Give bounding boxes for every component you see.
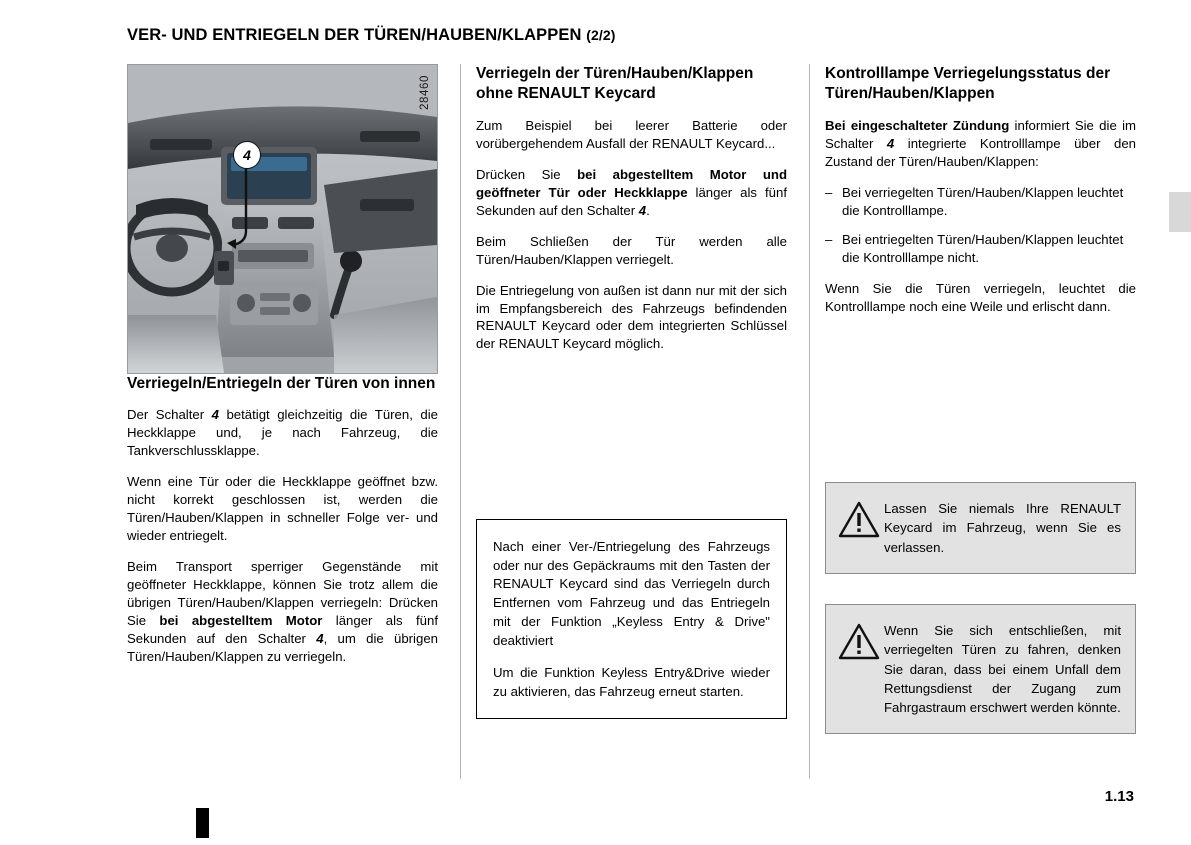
paragraph-c3-intro: Bei eingeschalteter Zündung informiert Sie die im Schalter 4 integrierte Kontrolllampe über den Zustand der Türen/Hauben/Klappen: bbox=[825, 117, 1137, 169]
note-box-paragraph-1: Nach einer Ver-/Entriegelung des Fahrzeugs oder nur des Gepäckraums mit den Tasten der RENAULT Keycard sind das Verriegeln durch Entfernen vom Fahrzeug und das Entriegeln mit der Funktion „Keyless Entry & Drive" deaktiviert bbox=[493, 539, 770, 648]
column-left-heading: Verriegeln/Entriegeln der Türen von innen bbox=[127, 375, 436, 392]
paragraph-c1-2: Wenn eine Tür oder die Heckklappe geöffnet bzw. nicht korrekt geschlossen ist, werden die Türen/Hauben/Klappen in schneller Folge ver- und wieder entriegelt. bbox=[127, 474, 438, 544]
page-title bbox=[127, 26, 616, 45]
paragraph-c3-outro: Wenn Sie die Türen verriegeln, leuchtet die Kontrolllampe noch eine Weile und erlischt dann. bbox=[825, 280, 1136, 314]
paragraph-c2-3: Beim Schließen der Tür werden alle Türen/Hauben/Klappen verriegelt. bbox=[476, 233, 787, 267]
callout-marker-4: 4 bbox=[233, 141, 261, 169]
list-item-label: Bei verriegelten Türen/Hauben/Klappen leuchtet die Kontrolllampe. bbox=[842, 184, 1124, 218]
paragraph-c2-1: Zum Beispiel bei leerer Batterie oder vorübergehendem Ausfall der RENAULT Keycard... bbox=[476, 117, 787, 151]
column-middle bbox=[476, 64, 787, 353]
paragraph-c2-2: Drücken Sie bei abgestelltem Motor und geöffneter Tür oder Heckklappe länger als fünf Sekunden auf den Schalter 4. bbox=[476, 166, 788, 218]
warning-triangle-icon bbox=[838, 499, 884, 557]
page-title-text: VER- UND ENTRIEGELN DER TÜREN/HAUBEN/KLAPPEN bbox=[127, 26, 582, 44]
warning-text-2: Wenn Sie sich entschließen, mit verriegelten Türen zu fahren, denken Sie daran, dass bei einem Unfall dem Rettungsdienst der Zugang zum Fahrgastraum erschwert werden könnte. bbox=[884, 623, 1121, 716]
note-box-paragraph-2: Um die Funktion Keyless Entry&Drive wieder zu aktivieren, das Fahrzeug erneut starten. bbox=[493, 665, 770, 700]
column-left bbox=[127, 64, 438, 666]
indicator-bullet-list bbox=[825, 184, 1136, 267]
page-title-suffix: (2/2) bbox=[586, 27, 616, 43]
section-edge-tab bbox=[1169, 192, 1191, 232]
dashboard-figure bbox=[127, 64, 438, 374]
bullet-dash: – bbox=[825, 184, 833, 200]
list-item-label: Bei entriegelten Türen/Hauben/Klappen leuchtet die Kontrolllampe nicht. bbox=[842, 231, 1124, 265]
figure-code: 28460 bbox=[419, 75, 431, 110]
paragraph-c1-3: Beim Transport sperriger Gegenstände mit geöffneter Heckklappe, können Sie trotz allem die übrigen Türen/Hauben/Klappen verriegeln: Drücken Sie bei abgestelltem Motor länger als fünf Sekunden auf den Schalter 4, um die übrigen Türen/Hauben/Klappen zu verriegeln. bbox=[127, 559, 438, 664]
column-middle-heading: Verriegeln der Türen/Hauben/Klappen ohne RENAULT Keycard bbox=[476, 65, 754, 103]
warning-box-keycard bbox=[825, 482, 1136, 574]
column-divider-2 bbox=[809, 64, 810, 779]
warning-text-1: Lassen Sie niemals Ihre RENAULT Keycard im Fahrzeug, wenn Sie es verlassen. bbox=[884, 501, 1121, 555]
section-bottom-marker bbox=[196, 808, 209, 838]
paragraph-c2-4: Die Entriegelung von außen ist dann nur mit der sich im Empfangsbereich des Fahrzeugs befindenden RENAULT Keycard oder dem integrierten Schlüssel der RENAULT Keycard möglich. bbox=[476, 282, 787, 352]
list-item bbox=[825, 184, 1136, 220]
dashboard-illustration bbox=[128, 65, 437, 373]
column-right-heading: Kontrolllampe Verriegelungsstatus der Türen/Hauben/Klappen bbox=[825, 65, 1111, 103]
warning-box-locked-doors bbox=[825, 604, 1136, 734]
paragraph-c1-1: Der Schalter 4 betätigt gleichzeitig die Türen, die Heckklappe und, je nach Fahrzeug, die Tankverschlussklappe. bbox=[127, 407, 438, 459]
note-box bbox=[476, 519, 787, 719]
column-divider-1 bbox=[460, 64, 461, 779]
bullet-dash: – bbox=[825, 231, 833, 247]
column-right bbox=[825, 64, 1136, 315]
list-item bbox=[825, 231, 1136, 267]
warning-triangle-icon bbox=[838, 621, 884, 717]
page-number: 1.13 bbox=[1104, 788, 1134, 805]
